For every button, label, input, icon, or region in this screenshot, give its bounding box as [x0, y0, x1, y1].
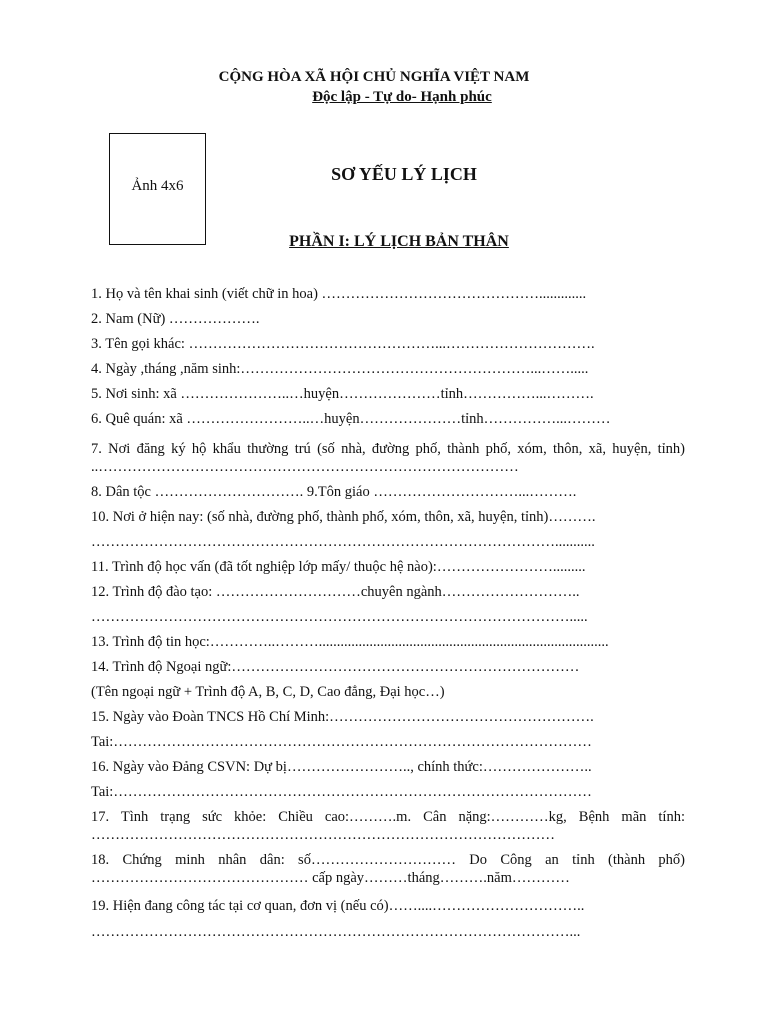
field-hometown: 6. Quê quán: xã ……………………..…huyện…………………tỉnh……………...………	[91, 411, 611, 427]
field-household-registration: 7. Nơi đăng ký hộ khẩu thường trú (số nhà, đường phố, thành phố, xóm, thôn, xã, huyện, tỉnh) ..……………………………………………………………………………	[91, 441, 685, 475]
field-training-level: 12. Trình độ đào tạo: …………………………chuyên ngành………………………..	[91, 584, 580, 600]
national-title: CỘNG HÒA XÃ HỘI CHỦ NGHĨA VIỆT NAM	[218, 69, 530, 85]
field-training-level-continued: ……………………………………………………………………………………….....	[91, 609, 588, 625]
photo-placeholder-label: Ảnh 4x6	[131, 178, 184, 194]
field-youth-union-place: Tai:………………………………………………………………………………………	[91, 734, 592, 750]
field-health-status: 17. Tình trạng sức khỏe: Chiều cao:……….m. Cân nặng:…………kg, Bệnh mãn tính: ……………………………………………………………………………………	[91, 809, 685, 843]
field-id-card: 18. Chứng minh nhân dân: số………………………… Do Công an tỉnh (thành phố) ……………………………………… cấp ngày………tháng……….năm…………	[91, 852, 685, 886]
document-title: SƠ YẾU LÝ LỊCH	[331, 164, 477, 184]
field-youth-union-date: 15. Ngày vào Đoàn TNCS Hồ Chí Minh:……………………………………………….	[91, 709, 594, 725]
field-ethnicity-religion: 8. Dân tộc …………………………. 9.Tôn giáo …………………………...……….	[91, 484, 577, 500]
photo-placeholder-box	[109, 133, 206, 245]
field-other-name: 3. Tên gọi khác: ……………………………………………...………………………….	[91, 336, 595, 352]
national-motto: Độc lập - Tự do- Hạnh phúc	[312, 89, 492, 105]
field-party-place: Tai:………………………………………………………………………………………	[91, 784, 592, 800]
field-current-address: 10. Nơi ở hiện nay: (số nhà, đường phố, thành phố, xóm, thôn, xã, huyện, tỉnh)……….	[91, 509, 596, 525]
field-full-name: 1. Họ và tên khai sinh (viết chữ in hoa) ……………………………………….............	[91, 286, 587, 302]
field-current-workplace-continued: ………………………………………………………………………………………...	[91, 924, 581, 940]
field-current-workplace: 19. Hiện đang công tác tại cơ quan, đơn vị (nếu có)……....…………………………..	[91, 898, 585, 914]
field-party-date: 16. Ngày vào Đảng CSVN: Dự bị…………………….., chính thức:…………………..	[91, 759, 592, 775]
field-foreign-language-note: (Tên ngoại ngữ + Trình độ A, B, C, D, Cao đẳng, Đại học…)	[91, 684, 445, 700]
field-it-level: 13. Trình độ tin học:…………..………................................................................................	[91, 634, 609, 650]
field-foreign-language: 14. Trình độ Ngoại ngữ:………………………………………………………………	[91, 659, 580, 675]
field-birth-place: 5. Nơi sinh: xã …………………..…huyện…………………tỉnh……………...……….	[91, 386, 594, 402]
field-education-level: 11. Trình độ học vấn (đã tốt nghiệp lớp mấy/ thuộc hệ nào):…………………….........	[91, 559, 586, 575]
part-title: PHẦN I: LÝ LỊCH BẢN THÂN	[289, 233, 509, 250]
field-gender: 2. Nam (Nữ) ……………….	[91, 311, 260, 327]
field-birth-date: 4. Ngày ,tháng ,năm sinh:……………………………………………………...…….....	[91, 361, 589, 377]
field-current-address-continued: ……………………………………………………………………………………...........	[91, 534, 595, 550]
